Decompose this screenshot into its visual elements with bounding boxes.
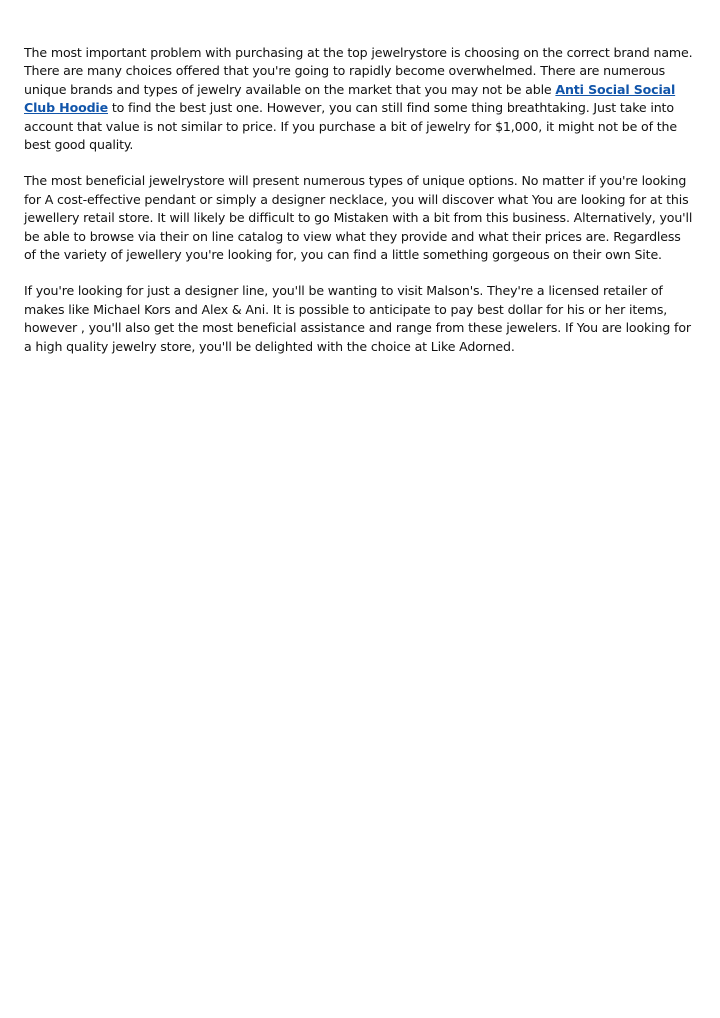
- paragraph-2: The most beneficial jewelrystore will present numerous types of unique options. No matter if you're looking for A cost-effective pendant or simply a designer necklace, you will discover what You are looking for at this jewellery retail store. It will likely be difficult to go Mistaken with a bit from this business. Alternatively, you'll be able to browse via their on line catalog to view what they provide and what their prices are. Regardless of the variety of jewellery you're looking for, you can find a little something gorgeous on their own Site.: [24, 173, 693, 263]
- paragraph-1-text-before: The most important problem with purchasing at the top jewelrystore is choosing on the correct brand name. There are many choices offered that you're going to rapidly become overwhelmed. There are numerous unique brands and types of jewelry available on the market that you may not be able: [24, 45, 693, 97]
- document-body: [24, 44, 696, 374]
- paragraph-1-text-after: to find the best just one. However, you can still find some thing breathtaking. Just take into account that value is not similar to price. If you purchase a bit of jewelry for $1,000, it might not be of the best good quality.: [24, 100, 677, 153]
- anti-social-social-club-hoodie-link[interactable]: Anti Social Social Club Hoodie: [24, 81, 676, 116]
- paragraph-1: [24, 44, 696, 154]
- paragraph-3: If you're looking for just a designer line, you'll be wanting to visit Malson's. They're a licensed retailer of makes like Michael Kors and Alex & Ani. It is possible to anticipate to pay best dollar for his or her items, however , you'll also get the most beneficial assistance and range from these jewelers. If You are looking for a high quality jewelry store, you'll be delighted with the choice at Like Adorned.: [24, 283, 691, 354]
